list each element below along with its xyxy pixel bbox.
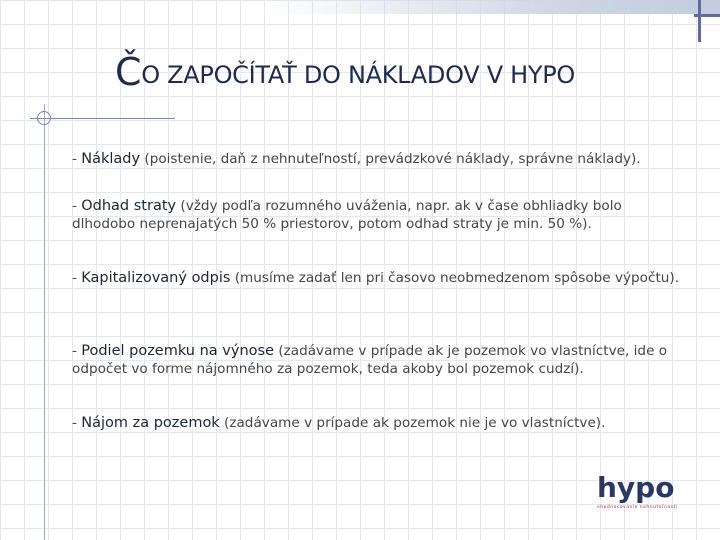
item-description: (musíme zadať len pri časovo neobmedzenom spôsobe výpočtu). — [230, 270, 680, 286]
item-description: (poistenie, daň z nehnuteľností, prevádzkové náklady, správne náklady). — [140, 151, 641, 167]
list-item: - Nájom za pozemok (zadávame v prípade ak pozemok nie je vo vlastníctve). — [72, 415, 606, 431]
item-description: (vždy podľa rozumného uváženia, napr. ak v čase obhliadky bolo dlhodobo neprenajatých 50 % priestorov, potom odhad straty je min. 50 %). — [72, 198, 622, 232]
guide-line-vertical — [44, 104, 45, 540]
item-term: Náklady — [81, 151, 141, 167]
item-term: Odhad straty — [81, 198, 177, 214]
hypo-logo — [597, 471, 685, 514]
slide-title — [115, 50, 575, 94]
logo-slogan: ohodnocovanie nehnuteľností — [597, 505, 678, 510]
list-item: - Náklady (poistenie, daň z nehnuteľností, prevádzkové náklady, správne náklady). — [72, 151, 641, 167]
corner-decoration — [694, 0, 720, 42]
title-initial: Č — [115, 50, 142, 94]
item-term: Nájom za pozemok — [81, 415, 220, 431]
item-description: (zadávame v prípade ak je pozemok vo vlastníctve, ide o odpočet vo forme nájomného za pozemok, teda akoby bol pozemok cudzí). — [72, 343, 668, 377]
logo-wordmark: hypo — [597, 471, 675, 504]
title-text: O ZAPOČÍTAŤ DO NÁKLADOV V HYPO — [141, 61, 576, 89]
list-item: - Podiel pozemku na výnose (zadávame v prípade ak je pozemok vo vlastníctve, ide o odpočet vo forme nájomného za pozemok, teda akoby bol pozemok cudzí). — [72, 343, 668, 377]
item-term: Kapitalizovaný odpis — [81, 270, 231, 286]
list-item: - Odhad straty (vždy podľa rozumného uváženia, napr. ak v čase obhliadky bolo dlhodobo neprenajatých 50 % priestorov, potom odhad straty je min. 50 %). — [72, 198, 622, 232]
list-item: - Kapitalizovaný odpis (musíme zadať len pri časovo neobmedzenom spôsobe výpočtu). — [72, 270, 680, 286]
guide-circle-marker — [37, 111, 51, 125]
item-term: Podiel pozemku na výnose — [81, 343, 274, 359]
top-decorative-bar — [265, 0, 705, 14]
guide-line-horizontal — [30, 118, 175, 119]
item-description: (zadávame v prípade ak pozemok nie je vo vlastníctve). — [219, 415, 606, 431]
